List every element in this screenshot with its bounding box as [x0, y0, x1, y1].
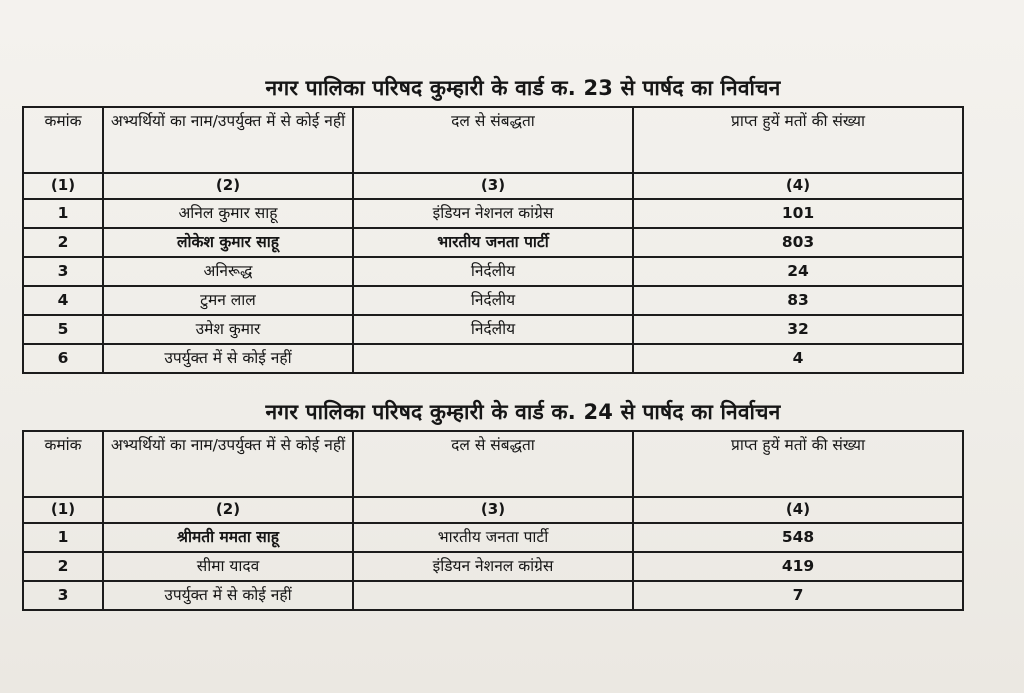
table-row [23, 228, 963, 257]
candidate-name-cell: टुमन लाल [103, 286, 353, 315]
table-row [23, 581, 963, 610]
votes-cell: 24 [633, 257, 963, 286]
votes-cell: 83 [633, 286, 963, 315]
votes-cell: 7 [633, 581, 963, 610]
party-cell: निर्दलीय [353, 315, 633, 344]
column-number-row [23, 497, 963, 523]
header-candidate: अभ्यर्थियों का नाम/उपर्युक्त में से कोई नहीं [103, 431, 353, 497]
candidate-name-cell: उपर्युक्त में से कोई नहीं [103, 344, 353, 373]
party-cell [353, 344, 633, 373]
table-header-row [23, 107, 963, 173]
candidate-name-cell: अनिरूद्ध [103, 257, 353, 286]
party-cell [353, 581, 633, 610]
header-serial: कमांक [23, 107, 103, 173]
column-number: (3) [353, 497, 633, 523]
party-cell: इंडियन नेशनल कांग्रेस [353, 552, 633, 581]
serial-cell: 2 [23, 552, 103, 581]
column-number: (2) [103, 497, 353, 523]
serial-cell: 5 [23, 315, 103, 344]
table-row [23, 315, 963, 344]
ward-23-results-table [22, 106, 964, 374]
party-cell: भारतीय जनता पार्टी [353, 523, 633, 552]
candidate-name-cell: लोकेश कुमार साहू [103, 228, 353, 257]
column-number: (4) [633, 173, 963, 199]
party-cell: भारतीय जनता पार्टी [353, 228, 633, 257]
serial-cell: 1 [23, 199, 103, 228]
serial-cell: 2 [23, 228, 103, 257]
column-number: (2) [103, 173, 353, 199]
table-row [23, 523, 963, 552]
ward-24-title: नगर पालिका परिषद कुम्हारी के वार्ड क. 24 से पार्षद का निर्वाचन [265, 400, 781, 424]
votes-cell: 32 [633, 315, 963, 344]
table-row [23, 199, 963, 228]
header-party: दल से संबद्धता [353, 431, 633, 497]
party-cell: निर्दलीय [353, 257, 633, 286]
serial-cell: 1 [23, 523, 103, 552]
serial-cell: 3 [23, 257, 103, 286]
votes-cell: 101 [633, 199, 963, 228]
table-row [23, 344, 963, 373]
party-cell: इंडियन नेशनल कांग्रेस [353, 199, 633, 228]
column-number: (1) [23, 497, 103, 523]
ward-23-title: नगर पालिका परिषद कुम्हारी के वार्ड क. 23 से पार्षद का निर्वाचन [265, 76, 781, 100]
candidate-name-cell: उमेश कुमार [103, 315, 353, 344]
header-serial: कमांक [23, 431, 103, 497]
candidate-name-cell: श्रीमती ममता साहू [103, 523, 353, 552]
candidate-name-cell: अनिल कुमार साहू [103, 199, 353, 228]
table-row [23, 552, 963, 581]
header-candidate: अभ्यर्थियों का नाम/उपर्युक्त में से कोई नहीं [103, 107, 353, 173]
serial-cell: 4 [23, 286, 103, 315]
table-row [23, 257, 963, 286]
ward-24-section [22, 398, 964, 611]
serial-cell: 6 [23, 344, 103, 373]
table-header-row [23, 431, 963, 497]
candidate-name-cell: सीमा यादव [103, 552, 353, 581]
ward-23-section [22, 74, 964, 374]
header-party: दल से संबद्धता [353, 107, 633, 173]
table-row [23, 286, 963, 315]
party-cell: निर्दलीय [353, 286, 633, 315]
serial-cell: 3 [23, 581, 103, 610]
ward-24-results-table [22, 430, 964, 611]
column-number-row [23, 173, 963, 199]
column-number: (3) [353, 173, 633, 199]
column-number: (1) [23, 173, 103, 199]
header-votes: प्राप्त हुयें मतों की संख्या [633, 431, 963, 497]
header-votes: प्राप्त हुयें मतों की संख्या [633, 107, 963, 173]
votes-cell: 419 [633, 552, 963, 581]
column-number: (4) [633, 497, 963, 523]
votes-cell: 4 [633, 344, 963, 373]
candidate-name-cell: उपर्युक्त में से कोई नहीं [103, 581, 353, 610]
votes-cell: 803 [633, 228, 963, 257]
votes-cell: 548 [633, 523, 963, 552]
